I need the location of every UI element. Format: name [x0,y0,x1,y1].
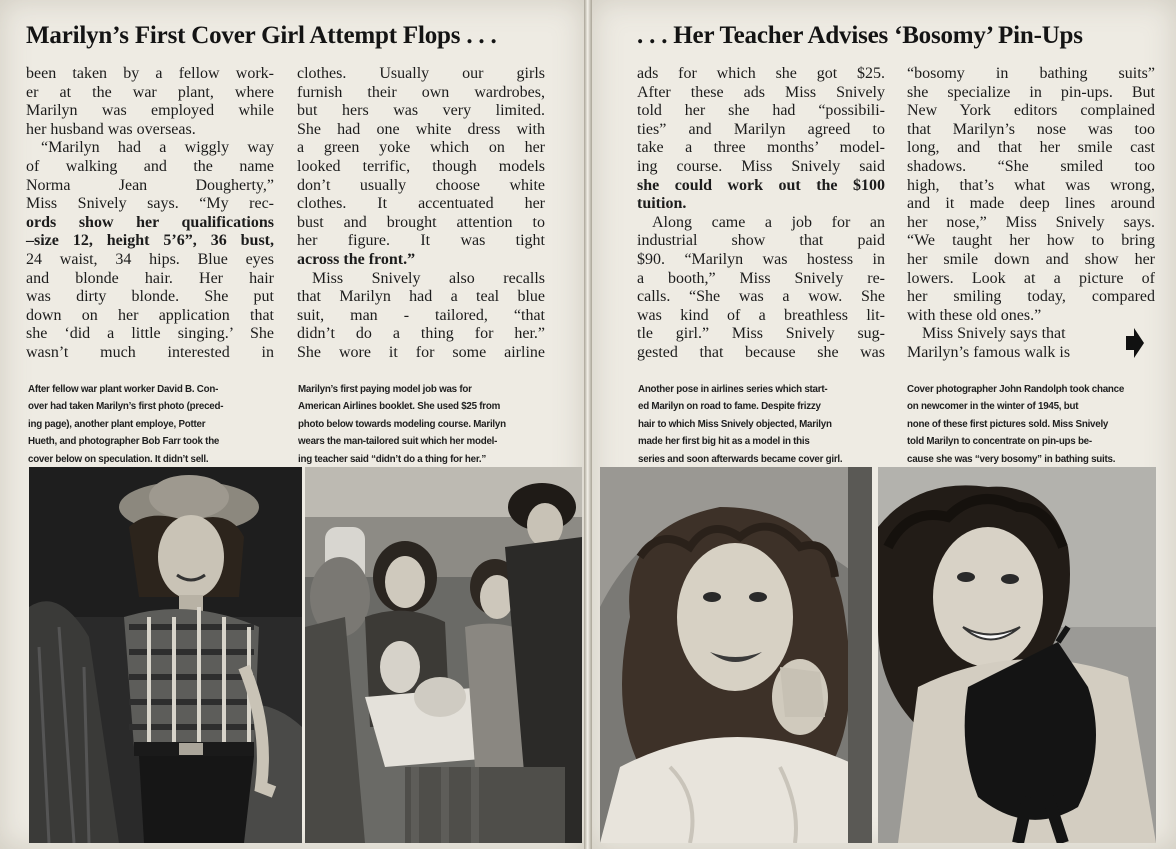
caption-line: ing teacher said “didn’t do a thing for her.” [298,453,486,465]
column-line: was dirty blonde. She put [26,288,274,306]
column-line: Miss Snively says that [922,325,1066,343]
column-line: high, that’s what was wrong, [907,176,1155,194]
column-line: industrial show that paid [637,232,885,250]
column-line: Miss Snively says. “My rec- [26,195,274,213]
caption-line: photo below towards modeling course. Marilyn [298,418,506,430]
column-line: Miss Snively also recalls [312,269,545,287]
column-line: that Marilyn had a teal blue [297,288,545,306]
caption-line: Marilyn’s first paying model job was for [298,384,472,395]
column-line: but hers was very limited. [297,102,545,120]
column-line: She wore it for some airline [297,343,545,361]
column-line: take a three months’ model- [637,139,885,157]
column-line: clothes. Usually our girls [297,65,545,82]
column-line: 24 waist, 34 hips. Blue eyes [26,250,274,268]
column-line: lowers. Look at a picture of [907,269,1155,287]
column-line: wasn’t much interested in [26,343,274,361]
column-line: her nose,” Miss Snively says. [907,213,1155,231]
caption-line: ed Marilyn on road to fame. Despite frizzy [638,401,821,413]
column-line: Norma Jean Dougherty,” [26,176,274,194]
caption-line: Hueth, and photographer Bob Farr took the [28,436,220,448]
column-line: down on her application that [26,306,274,324]
right-magazine-page [592,0,1176,849]
caption-line: Cover photographer John Randolph took chance [907,384,1125,395]
column-line: been taken by a fellow work- [26,65,274,82]
article-column-4 [907,65,1155,363]
column-line: told her she had “possibili- [637,102,885,120]
curly-hair-portrait-photo [600,467,872,843]
column-line: of walking and the name [26,157,274,175]
column-line: her smiling today, compared [907,288,1155,306]
column-line: ads for which she got $25. [637,65,885,82]
caption-line: American Airlines booklet. She used $25 from [298,401,501,413]
left-headline: Marilyn’s First Cover Girl Attempt Flops . . . [26,22,497,49]
caption-line: told Marilyn to concentrate on pin-ups be- [907,436,1092,448]
column-line: “Marilyn had a wiggly way [41,139,274,157]
caption-line: Another pose in airlines series which start- [638,384,828,395]
column-line: her smile down and show her [907,250,1155,268]
column-line: “bosomy in bathing suits” [907,65,1155,82]
column-line: she ‘did a little singing.’ She [26,325,274,343]
page-gutter [584,0,592,849]
column-line: bust and brought attention to [297,213,545,231]
column-line: ords show her qualifications [26,213,274,231]
column-line: New York editors complained [907,102,1155,120]
photo-caption-2 [298,381,542,468]
column-line: don’t usually choose white [297,176,545,194]
column-line: she specialize in pin-ups. But [907,83,1155,101]
photo-caption-3 [638,381,882,468]
column-line: her figure. It was tight [297,232,545,250]
column-line: “We taught her how to bring [907,232,1155,250]
caption-line: cause she was “very bosomy” in bathing suits. [907,453,1116,465]
column-line: clothes. It accentuated her [297,195,545,213]
caption-line: After fellow war plant worker David B. Con- [28,384,219,395]
article-column-1 [26,65,274,363]
caption-line: on newcomer in the winter of 1945, but [907,401,1079,413]
column-line: calls. “She was a wow. She [637,288,885,306]
column-line: $90. “Marilyn was hostess in [637,250,885,268]
column-line: a booth,” Miss Snively re- [637,269,885,287]
column-line: was kind of a breathless lit- [637,306,885,324]
caption-line: hair to which Miss Snively objected, Marilyn [638,418,832,430]
column-line: a green yoke which on her [297,139,545,157]
article-column-2 [297,65,545,363]
column-line: shadows. “She smiled too [907,157,1155,175]
column-line: and it made deep lines around [907,195,1155,213]
column-line: Marilyn’s famous walk is [907,343,1071,361]
column-line: ing course. Miss Snively said [637,157,885,175]
pin-up-bikini-photo [878,467,1156,843]
column-line: suit, man - tailored, “that [297,306,545,324]
column-line: She had one white dress with [297,120,545,138]
column-line: ties” and Marilyn agreed to [637,120,885,138]
caption-line: over had taken Marilyn’s first photo (preced- [28,401,224,413]
column-line: with these old ones.” [907,306,1042,324]
caption-line: ing page), another plant employe, Potter [28,418,206,430]
column-line: Along came a job for an [652,213,885,231]
caption-line: made her first big hit as a model in this [638,436,810,448]
column-line: across the front.” [297,250,416,268]
column-line: tle girl.” Miss Snively sug- [637,325,885,343]
column-line: gested that because she was [637,343,885,361]
caption-line: series and soon afterwards became cover girl. [638,453,843,465]
column-line: –size 12, height 5’6”, 36 bust, [26,232,274,250]
photo-caption-4 [907,381,1151,468]
photo-caption-1 [28,381,272,468]
column-line: After these ads Miss Snively [637,83,885,101]
right-headline: . . . Her Teacher Advises ‘Bosomy’ Pin-Ups [637,22,1083,49]
left-magazine-page [0,0,584,849]
column-line: she could work out the $100 [637,176,885,194]
column-line: long, and that her smile cast [907,139,1155,157]
column-line: furnish their own wardrobes, [297,83,545,101]
article-column-3 [637,65,885,363]
column-line: and blonde hair. Her hair [26,269,274,287]
cowgirl-photo [29,467,302,843]
column-line: tuition. [637,195,687,213]
right-arrow-icon [1126,328,1144,358]
column-line: er at the war plant, where [26,83,274,101]
caption-line: wears the man-tailored suit which her model- [298,436,498,448]
caption-line: none of these first pictures sold. Miss Snively [907,418,1109,430]
column-line: didn’t do a thing for her.” [297,325,545,343]
column-line: looked terrific, though models [297,157,545,175]
column-line: Marilyn was employed while [26,102,274,120]
column-line: her husband was overseas. [26,120,196,138]
column-line: that Marilyn’s nose was too [907,120,1155,138]
caption-line: cover below on speculation. It didn’t sell. [28,453,209,465]
airline-cabin-photo [305,467,582,843]
